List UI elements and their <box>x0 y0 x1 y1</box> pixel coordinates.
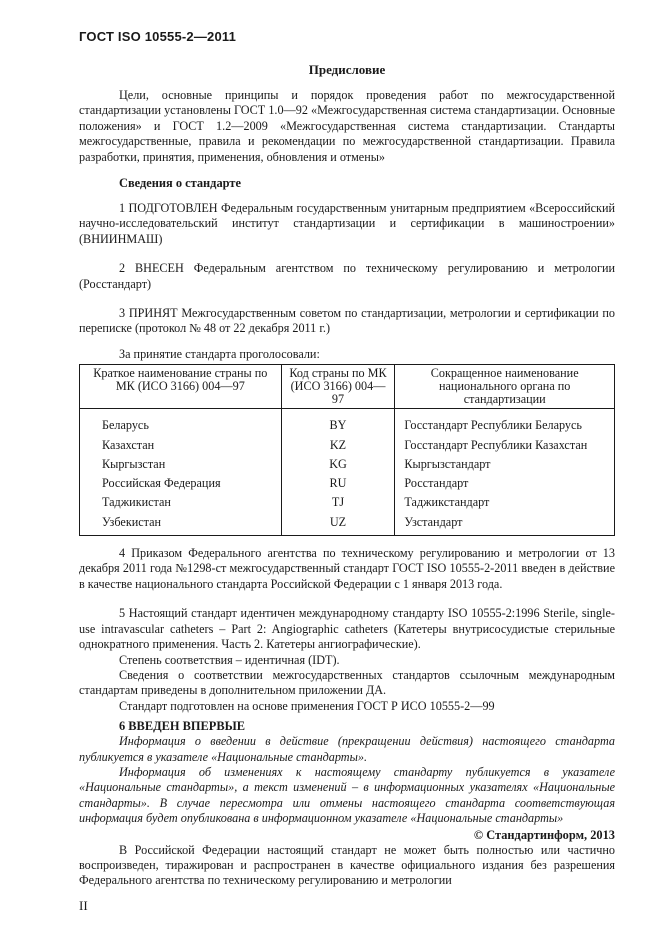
item-5-identical: 5 Настоящий стандарт идентичен международному стандарту ISO 10555-2:1996 Sterile, single-use intravascular catheters – Part 2: Angiographic catheters (Катетеры внутрисосудистые стерильные однократного применения. Часть 2. Катетеры ангиографические). <box>79 606 615 652</box>
degree-of-conformity: Степень соответствия – идентичная (IDT). <box>119 652 340 667</box>
country-name: Казахстан <box>80 436 282 455</box>
item-1-prepared: 1 ПОДГОТОВЛЕН Федеральным государственным унитарным предприятием «Всероссийский научно-исследовательский институт стандартизации и сертификации в машиностроении» (ВНИИНМАШ) <box>79 201 615 246</box>
page-content <box>79 62 615 889</box>
national-body: Росстандарт <box>395 474 615 493</box>
country-name: Узбекистан <box>80 513 282 536</box>
country-code: KZ <box>281 436 395 455</box>
foreword-title: Предисловие <box>308 62 386 77</box>
table-row <box>80 513 615 536</box>
country-code: RU <box>281 474 395 493</box>
column-header-body: Сокращенное наименование национального органа по стандартизации <box>395 365 615 409</box>
country-name: Беларусь <box>80 409 282 436</box>
table-row <box>80 436 615 455</box>
document-code-header: ГОСТ ISO 10555-2—2011 <box>79 29 237 44</box>
table-row <box>80 474 615 493</box>
country-name: Таджикистан <box>80 493 282 512</box>
introduction-info: Информация о введении в действие (прекращении действия) настоящего стандарта публикуется в указателе «Национальные стандарты». <box>79 734 615 764</box>
country-name: Российская Федерация <box>80 474 282 493</box>
foreword-text: Цели, основные принципы и порядок проведения работ по межгосударственной стандартизации установлены ГОСТ 1.0—92 «Межгосударственная система стандартизации. Основные положения» и ГОСТ 1.2—2009 «Межгосударственная система стандартизации. Стандарты межгосударственные, правила и рекомендации по межгосударственной стандартизации. Правила разработки, принятия, применения, обновления и отмены» <box>79 88 615 164</box>
conformity-info: Сведения о соответствии межгосударственных стандартов ссылочным международным стандартам приведены в дополнительном приложении ДА. <box>79 667 615 698</box>
national-body: Таджикстандарт <box>395 493 615 512</box>
table-row <box>80 493 615 512</box>
reproduction-notice: В Российской Федерации настоящий стандарт не может быть полностью или частично воспроизведен, тиражирован и распространен в качестве официального издания без разрешения Федерального агентства по техническому регулированию и метрологии <box>79 842 615 888</box>
page-number: II <box>79 898 88 913</box>
column-header-country: Краткое наименование страны по МК (ИСО 3166) 004—97 <box>80 365 282 409</box>
prepared-basis: Стандарт подготовлен на основе применения ГОСТ Р ИСО 10555-2—99 <box>119 698 495 713</box>
country-code: TJ <box>281 493 395 512</box>
national-body: Госстандарт Республики Казахстан <box>395 436 615 455</box>
voting-countries-table <box>79 364 615 536</box>
country-code: KG <box>281 455 395 474</box>
table-header-row <box>80 365 615 409</box>
national-body: Узстандарт <box>395 513 615 536</box>
item-4-order: 4 Приказом Федерального агентства по техническому регулированию и метрологии от 13 декабря 2011 года №1298-ст межгосударственный стандарт ГОСТ ISO 10555-2-2011 введен в действие в качестве национального стандарта Российской Федерации с 1 января 2013 года. <box>79 546 615 591</box>
item-2-submitted: 2 ВНЕСЕН Федеральным агентством по техническому регулированию и метрологии (Росстандарт) <box>79 261 615 291</box>
country-code: UZ <box>281 513 395 536</box>
item-3-adopted: 3 ПРИНЯТ Межгосударственным советом по стандартизации, метрологии и сертификации по переписке (протокол № 48 от 22 декабря 2011 г.) <box>79 306 615 336</box>
table-row <box>80 409 615 436</box>
vote-table-caption: За принятие стандарта проголосовали: <box>119 346 320 361</box>
country-name: Кыргызстан <box>80 455 282 474</box>
copyright-line: © Стандартинформ, 2013 <box>473 827 615 842</box>
about-standard-title: Сведения о стандарте <box>119 176 241 191</box>
national-body: Кыргызстандарт <box>395 455 615 474</box>
national-body: Госстандарт Республики Беларусь <box>395 409 615 436</box>
table-row <box>80 455 615 474</box>
changes-info: Информация об изменениях к настоящему стандарту публикуется в указателе «Национальные стандарты», а текст изменений – в информационных указателях «Национальные стандарты». В случае пересмотра или отмены настоящего стандарта соответствующая информация будет опубликована в информационном указателе «Национальные стандарты» <box>79 764 615 826</box>
item-6-introduced-first: 6 ВВЕДЕН ВПЕРВЫЕ <box>119 719 246 734</box>
country-code: BY <box>281 409 395 436</box>
column-header-code: Код страны по МК (ИСО 3166) 004—97 <box>281 365 395 409</box>
